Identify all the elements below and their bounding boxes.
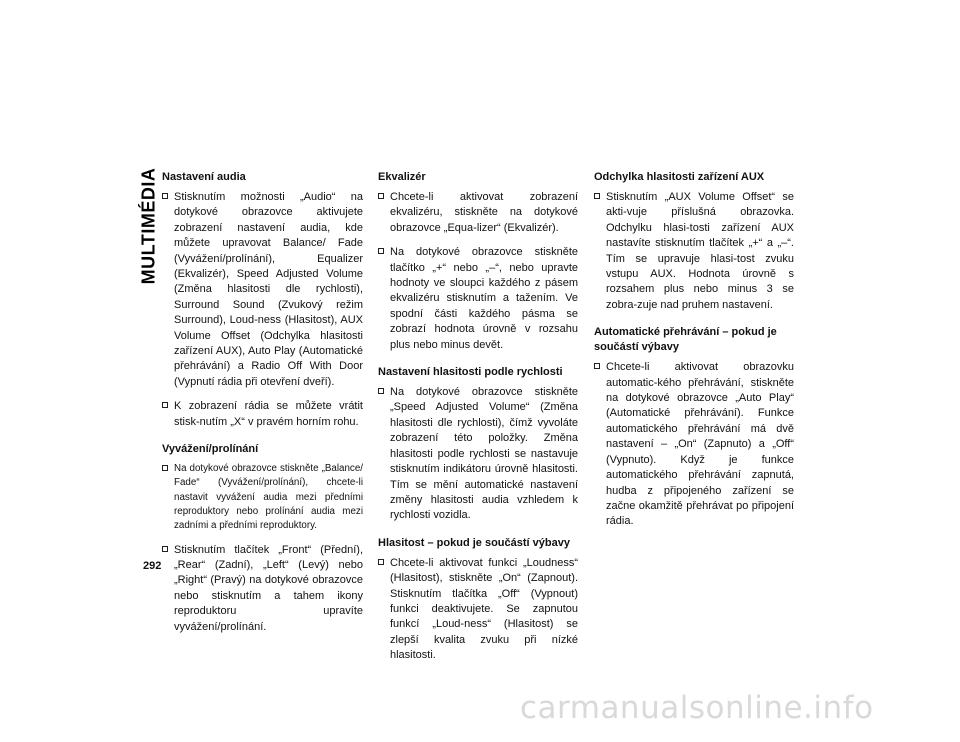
- item-text: Chcete-li aktivovat zobrazení ekvalizéru, stiskněte na dotykové obrazovce „Equa-lizer“ (Ekvalizér).: [390, 191, 578, 234]
- item-text: Na dotykové obrazovce stiskněte „Speed Adjusted Volume“ (Změna hlasitosti dle rychlosti), čímž vyvoláte zobrazení této položky. Změna hlasitosti podle rychlosti se nastavuje stisknutím indikátoru úrovně hlasitosti. Tím se mění automatické nastavení změny hlasitosti audia vzhledem k rychlosti vozidla.: [390, 386, 578, 522]
- list-item: [594, 190, 794, 313]
- item-text: Na dotykové obrazovce stiskněte tlačítko „+“ nebo „–“, nebo upravte hodnoty ve sloupci každého z pásem ekvalizéru stisknutím a tažením. Ve spodní části každého pásma se zobrazí hodnota úrovně v rozsahu plus nebo minus devět.: [390, 246, 578, 351]
- bullet-box-icon: [594, 193, 600, 199]
- section-auto-play: [594, 325, 794, 529]
- bullet-box-icon: [378, 193, 384, 199]
- bullet-box-icon: [162, 546, 168, 552]
- section-audio-settings: [162, 170, 363, 430]
- bullet-box-icon: [162, 465, 168, 471]
- section-heading: Odchylka hlasitosti zařízení AUX: [594, 171, 765, 183]
- section-heading: Vyvážení/prolínání: [162, 443, 259, 456]
- list-item: [378, 245, 578, 353]
- item-text: Na dotykové obrazovce stiskněte „Balance/ Fade“ (Vyvážení/prolínání), chcete-li nastavit vyvážení audia mezi předními reproduktory nebo prolínání audia mezi zadními a předními reproduktory.: [174, 463, 363, 532]
- section-equalizer: [378, 170, 578, 353]
- page-number: 292: [143, 560, 162, 572]
- bullet-box-icon: [594, 363, 600, 369]
- section-heading: Nastavení audia: [162, 171, 246, 183]
- section-heading: Hlasitost – pokud je součástí výbavy: [378, 536, 570, 549]
- list-item: [594, 360, 794, 529]
- section-heading: Ekvalizér: [378, 171, 426, 183]
- section-heading: Nastavení hlasitosti podle rychlosti: [378, 366, 563, 379]
- watermark: carmanualsonline.info: [520, 690, 874, 726]
- section-balance-fade: [162, 442, 363, 635]
- item-text: Stisknutím tlačítek „Front“ (Přední), „Rear“ (Zadní), „Left“ (Levý) nebo „Right“ (Pravý) na dotykové obrazovce nebo stisknutím a tahem ikony reproduktoru upravíte vyvážení/prolínání.: [174, 543, 363, 633]
- item-text: Chcete-li aktivovat obrazovku automatic-kého přehrávání, stiskněte na dotykové obrazovce „Auto Play“ (Automatické přehrávání). Funkce automatického přehrávání má dvě nastavení – „On“ (Zapnuto) a „Off“ (Vypnuto). Když je funkce automatického přehrávání zapnutá, hudba z připojeného zařízení se začne okamžitě přehrávat po připojení rádia.: [606, 361, 794, 528]
- list-item: [378, 385, 578, 524]
- section-tab-label: MULTIMÉDIA: [138, 167, 159, 285]
- bullet-box-icon: [162, 402, 168, 408]
- bullet-box-icon: [378, 248, 384, 254]
- item-text: K zobrazení rádia se můžete vrátit stisk-nutím „X“ v pravém horním rohu.: [174, 400, 363, 428]
- list-item: [162, 462, 363, 533]
- bullet-box-icon: [378, 388, 384, 394]
- item-text: Stisknutím možnosti „Audio“ na dotykové obrazovce aktivujete zobrazení nastavení audia, kde můžete upravovat Balance/ Fade (Vyvážení/prolínání), Equalizer (Ekvalizér), Speed Adjusted Volume (Změna hlasitosti dle rychlosti), Surround Sound (Zvukový režim Surround), Loud-ness (Hlasitost), AUX Volume Offset (Odchylka hlasitosti zařízení AUX), Auto Play (Automatické přehrávání) a Radio Off With Door (Vypnutí rádia při otevření dveří).: [174, 191, 363, 388]
- section-heading: Automatické přehrávání – pokud je součástí výbavy: [594, 326, 777, 354]
- section-aux-volume-offset: [594, 170, 794, 313]
- section-speed-adjusted-volume: [378, 365, 578, 524]
- section-loudness: [378, 536, 578, 664]
- list-item: [162, 543, 363, 635]
- bullet-box-icon: [378, 559, 384, 565]
- column-2: [378, 170, 578, 676]
- column-3: [594, 170, 794, 542]
- column-1: [162, 170, 363, 647]
- list-item: [162, 399, 363, 430]
- item-text: Stisknutím „AUX Volume Offset“ se akti-vuje příslušná obrazovka. Odchylku hlasi-tosti zařízení AUX nastavíte stisknutím tlačítek „+“ a „–“. Tím se upravuje hlasi-tost zvuku vstupu AUX. Hodnota úrovně s rozsahem plus nebo minus 3 se zobra-zuje nad pruhem nastavení.: [606, 191, 794, 311]
- item-text: Chcete-li aktivovat funkci „Loudness“ (Hlasitost), stiskněte „On“ (Zapnout). Stisknutím tlačítka „Off“ (Vypnout) funkci deaktivujete. Se zapnutou funkcí „Loud-ness“ (Hlasitost) se zlepší kvalita zvuku při nízké hlasitosti.: [390, 556, 578, 662]
- list-item: [378, 190, 578, 236]
- list-item: [162, 190, 363, 390]
- section-tab: [136, 160, 162, 292]
- list-item: [378, 556, 578, 664]
- bullet-box-icon: [162, 193, 168, 199]
